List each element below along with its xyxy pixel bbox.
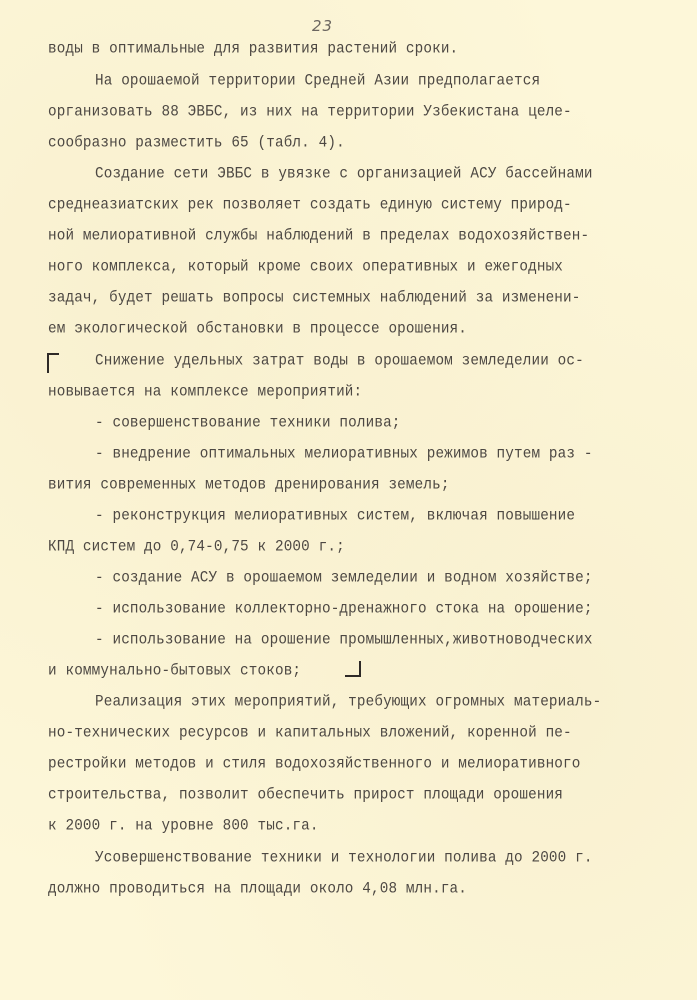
text-line: среднеазиатских рек позволяет создать единую систему природ-: [48, 196, 572, 215]
text-line: Снижение удельных затрат воды в орошаемом земледелии ос-: [95, 352, 584, 371]
text-line: Создание сети ЭВБС в увязке с организацией АСУ бассейнами: [95, 165, 593, 184]
text-line: организовать 88 ЭВБС, из них на территории Узбекистана целе-: [48, 103, 572, 122]
list-item: - внедрение оптимальных мелиоративных режимов путем раз -: [95, 445, 593, 464]
text-line: воды в оптимальные для развития растений сроки.: [48, 40, 459, 59]
list-item: - реконструкция мелиоративных систем, включая повышение: [95, 507, 576, 526]
list-item: - создание АСУ в орошаемом земледелии и водном хозяйстве;: [95, 569, 593, 588]
list-item: - совершенствование техники полива;: [95, 414, 401, 433]
margin-bracket-open-mark: [47, 353, 59, 373]
text-line: к 2000 г. на уровне 800 тыс.га.: [48, 817, 319, 836]
text-line: рестройки методов и стиля водохозяйственного и мелиоративного: [48, 755, 581, 774]
text-line: сообразно разместить 65 (табл. 4).: [48, 134, 345, 153]
text-line: ем экологической обстановки в процессе орошения.: [48, 320, 468, 339]
text-line: должно проводиться на площади около 4,08 млн.га.: [48, 880, 468, 899]
text-line: но-технических ресурсов и капитальных вложений, коренной пе-: [48, 724, 572, 743]
text-line: КПД систем до 0,74-0,75 к 2000 г.;: [48, 538, 345, 557]
text-line: Реализация этих мероприятий, требующих огромных материаль-: [95, 693, 602, 712]
list-item: - использование коллекторно-дренажного стока на орошение;: [95, 600, 593, 619]
margin-bracket-close-mark: [345, 661, 361, 677]
text-line: и коммунально-бытовых стоков;: [48, 662, 302, 681]
text-line: строительства, позволит обеспечить прирост площади орошения: [48, 786, 564, 805]
page-number: 23: [312, 17, 334, 35]
text-line: На орошаемой территории Средней Азии предполагается: [95, 72, 541, 91]
text-line: Усовершенствование техники и технологии полива до 2000 г.: [95, 849, 593, 868]
list-item: - использование на орошение промышленных,животноводческих: [95, 631, 593, 650]
text-line: задач, будет решать вопросы системных наблюдений за изменени-: [48, 289, 581, 308]
text-line: вития современных методов дренирования земель;: [48, 476, 450, 495]
text-line: ной мелиоративной службы наблюдений в пределах водохозяйствен-: [48, 227, 590, 246]
text-line: новывается на комплексе мероприятий:: [48, 383, 363, 402]
text-line: ного комплекса, который кроме своих оперативных и ежегодных: [48, 258, 564, 277]
